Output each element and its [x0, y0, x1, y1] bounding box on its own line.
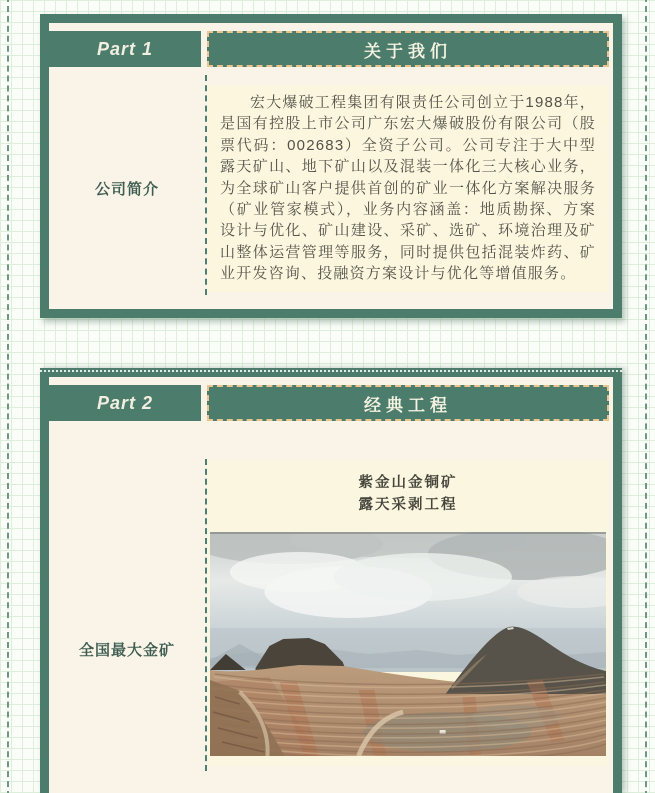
- about-section-title: 关于我们: [207, 31, 609, 67]
- projects-section-body: [49, 421, 613, 793]
- company-intro-paragraph: 宏大爆破工程集团有限责任公司创立于1988年，是国有控股上市公司广东宏大爆破股份有限公司（股票代码：002683）全资子公司。公司专注于大中型露天矿山、地下矿山以及混装一体化三大核心业务，为全球矿山客户提供首创的矿业一体化方案解决服务（矿业管家模式），业务内容涵盖：地质勘探、方案设计与优化、矿山建设、采矿、选矿、环境治理及矿山整体运营管理等服务，同时提供包括混装炸药、矿业开发咨询、投融资方案设计与优化等增值服务。: [220, 94, 596, 283]
- right-dashed-border-line: [645, 0, 647, 793]
- about-section-card: [40, 14, 622, 318]
- open-pit-mine-photo: [210, 532, 606, 756]
- vertical-dashed-divider: [205, 459, 207, 771]
- projects-section-card: [40, 368, 622, 793]
- part2-badge: Part 2: [49, 385, 201, 421]
- project-title-line2: 露天采剥工程: [358, 497, 458, 513]
- project-panel: [208, 460, 608, 766]
- company-intro-panel: [208, 86, 608, 292]
- left-dashed-border-line: [7, 0, 9, 793]
- vertical-dashed-divider: [205, 75, 207, 295]
- about-content-column: [205, 67, 613, 309]
- about-section-header: [49, 31, 613, 67]
- projects-section-title: 经典工程: [207, 385, 609, 421]
- project-title: [208, 472, 608, 516]
- project-title-line1: 紫金山金铜矿: [358, 475, 458, 491]
- projects-section-header: [49, 385, 613, 421]
- part1-badge: Part 1: [49, 31, 201, 67]
- about-section-body: [49, 67, 613, 309]
- largest-gold-mine-side-label: 全国最大金矿: [78, 641, 175, 659]
- projects-content-column: [205, 421, 613, 793]
- company-intro-side-label: 公司简介: [94, 180, 159, 198]
